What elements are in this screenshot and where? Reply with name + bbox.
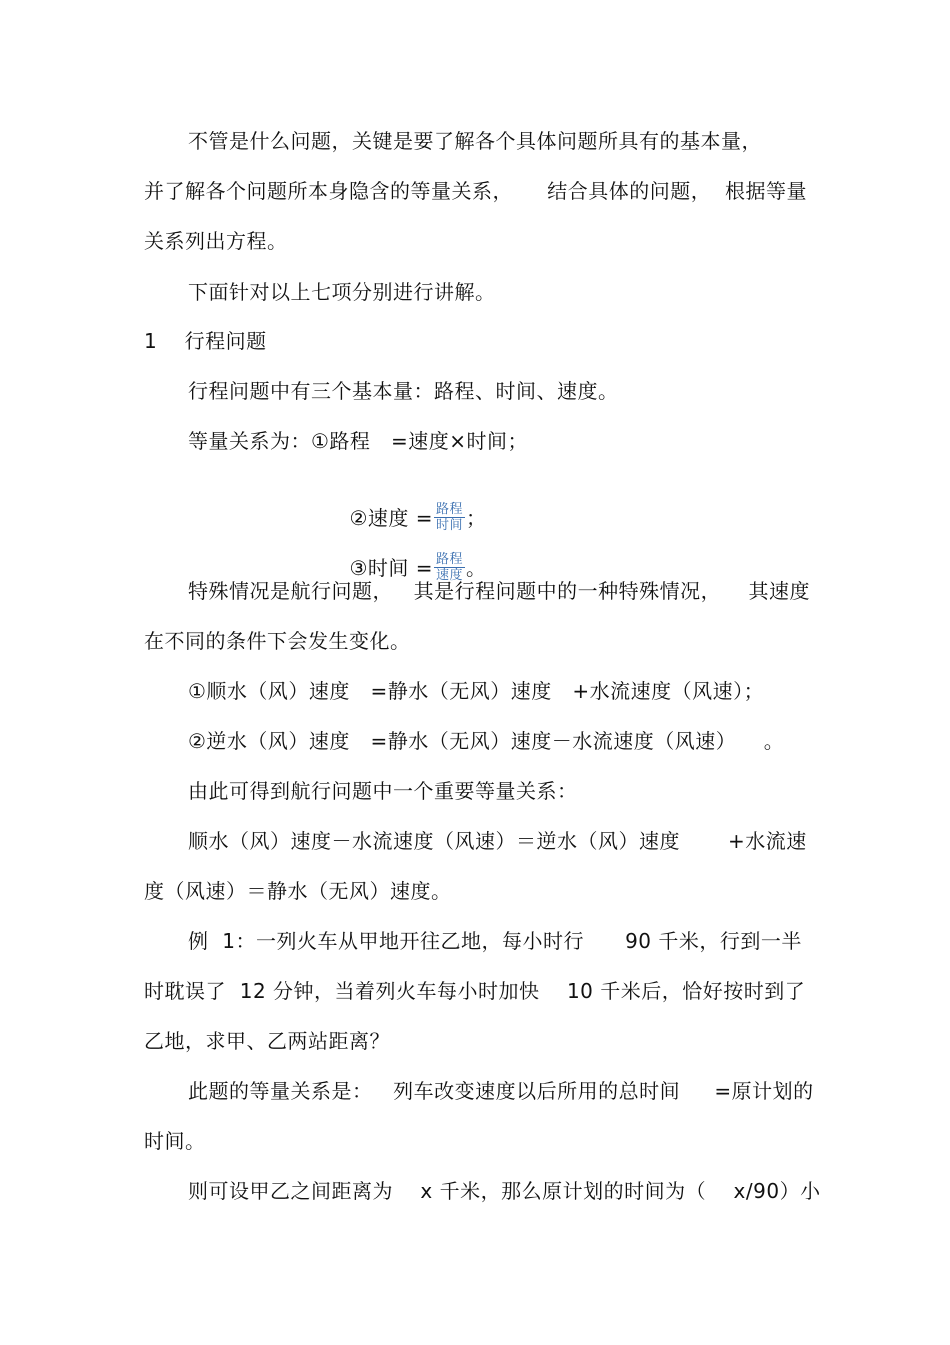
formula-suffix: ； bbox=[466, 506, 487, 530]
paragraph-line: 在不同的条件下会发生变化。 bbox=[144, 629, 411, 653]
paragraph-line: 特殊情况是航行问题， 其是行程问题中的一种特殊情况， 其速度 bbox=[188, 579, 811, 603]
paragraph-line: 并了解各个问题所本身隐含的等量关系， 结合具体的问题， 根据等量 bbox=[144, 179, 808, 203]
paragraph-line: 此题的等量关系是： 列车改变速度以后所用的总时间 =原计划的 bbox=[188, 1079, 814, 1103]
example-line: 时耽误了 12 分钟，当着列火车每小时加快 10 千米后，恰好按时到了 bbox=[144, 979, 806, 1003]
paragraph-line: 关系列出方程。 bbox=[144, 229, 288, 253]
formula-prefix: ③时间 = bbox=[349, 556, 433, 580]
formula-suffix: 。 bbox=[466, 556, 487, 580]
fraction-denominator: 速度 bbox=[435, 568, 463, 583]
paragraph-line: 时间。 bbox=[144, 1129, 206, 1153]
paragraph-line: 由此可得到航行问题中一个重要等量关系： bbox=[188, 779, 578, 803]
formula-prefix: ②速度 = bbox=[349, 506, 433, 530]
formula-line: ②逆水（风）速度 =静水（无风）速度－水流速度（风速） 。 bbox=[188, 729, 785, 753]
fraction-numerator: 路程 bbox=[435, 552, 463, 567]
paragraph-line: 下面针对以上七项分别进行讲解。 bbox=[188, 280, 496, 304]
paragraph-line: 顺水（风）速度－水流速度（风速）＝逆水（风）速度 +水流速 bbox=[188, 829, 807, 853]
example-line: 乙地，求甲、乙两站距离？ bbox=[144, 1029, 390, 1053]
paragraph-line: 行程问题中有三个基本量：路程、时间、速度。 bbox=[188, 379, 619, 403]
section-heading: 1 行程问题 bbox=[144, 329, 267, 353]
fraction-denominator: 时间 bbox=[435, 518, 463, 533]
formula-line: ①顺水（风）速度 =静水（无风）速度 +水流速度（风速）； bbox=[188, 679, 765, 703]
paragraph-line: 不管是什么问题，关键是要了解各个具体问题所具有的基本量， bbox=[188, 129, 762, 153]
fraction-numerator: 路程 bbox=[435, 502, 463, 517]
formula-line: 等量关系为：①路程 =速度×时间； bbox=[188, 429, 529, 453]
paragraph-line: 度（风速）＝静水（无风）速度。 bbox=[144, 879, 452, 903]
paragraph-line: 则可设甲乙之间距离为 x 千米，那么原计划的时间为（ x/90）小 bbox=[188, 1179, 821, 1203]
example-line: 例 1：一列火车从甲地开往乙地，每小时行 90 千米，行到一半 bbox=[188, 929, 802, 953]
